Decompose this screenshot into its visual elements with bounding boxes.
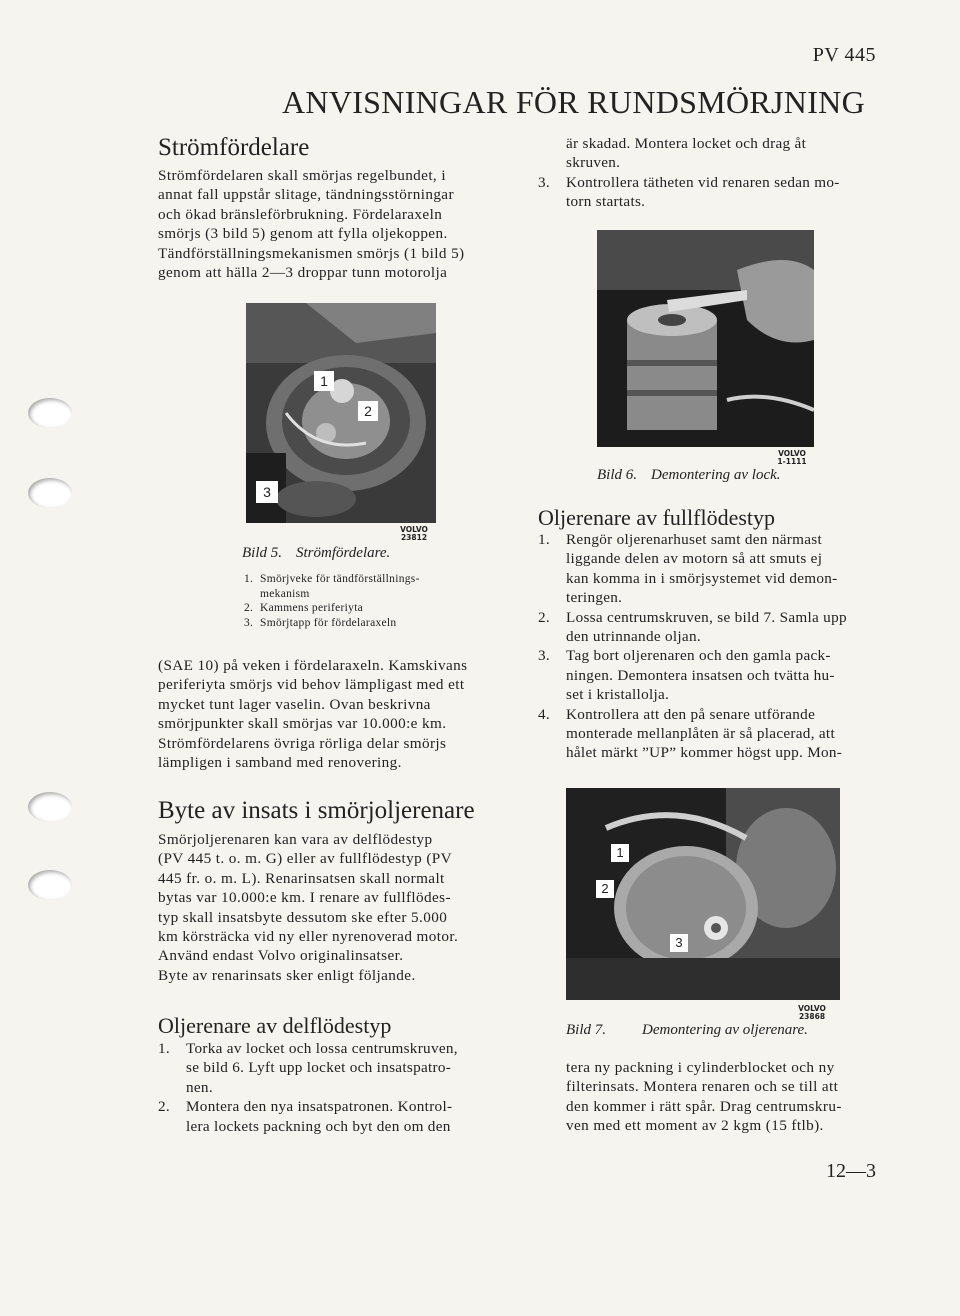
list-delflodestyp [158,1039,500,1136]
text-line: 445 fr. o. m. L). Renarinsatsen skall normalt [158,869,445,887]
text-line: smörjs (3 bild 5) genom att fylla oljekoppen. [158,225,448,243]
stamp-brand: VOLVO [778,449,806,458]
stamp-brand: VOLVO [400,525,428,534]
text-line: nen. [186,1078,213,1096]
text-line: se bild 6. Lyft upp locket och insatspatro- [186,1059,452,1077]
figure-marker-2: 2 [596,880,614,898]
text-line: typ skall insatsbyte dessutom ske efter 5.000 [158,908,448,926]
page-title: ANVISNINGAR FÖR RUNDSMÖRJNING [282,84,865,120]
list-fullflodestyp [538,530,878,763]
figure-marker-1: 1 [611,844,629,862]
text-line: teringen. [566,589,623,607]
figure-label: Bild 6. [597,467,637,483]
text-line: den kommer i rätt spår. Drag centrumskru- [566,1097,842,1115]
stamp-number: 1-1111 [777,457,807,466]
section-heading-stromfordelare: Strömfördelare [158,134,310,161]
text-line: (PV 445 t. o. m. G) eller av fullflödestyp (PV [158,850,452,868]
list-number: 2. [158,1098,170,1116]
punch-hole [28,478,72,508]
text-line: periferiyta smörjs vid behov lämpligast med ett [158,676,465,694]
figure-caption [597,467,781,484]
list-item [158,1097,500,1136]
stamp-number: 23812 [400,533,428,542]
figure-marker-1: 1 [314,371,334,391]
text-line: filterinsats. Montera renaren och se till att [566,1078,839,1096]
document-code: PV 445 [812,44,876,66]
text-line: den utrinnande oljan. [566,628,701,646]
text-line: är skadad. Montera locket och drag åt [566,135,807,152]
figure-label: Bild 7. [566,1022,606,1038]
figure-marker-2: 2 [358,401,378,421]
distributor-photo [246,303,436,523]
volvo-stamp [792,1005,832,1021]
page-number: 12—3 [826,1160,876,1182]
text-line: Använd endast Volvo originalinsatser. [158,947,404,965]
text-line: torn startats. [566,193,646,211]
legend-text: Smörjtapp för fördelaraxeln [260,616,397,629]
text-line: Lossa centrumskruven, se bild 7. Samla upp [566,608,847,626]
section-heading-byte-av-insats: Byte av insats i smörjoljerenare [158,797,475,824]
text-line: genom att hälla 2—3 droppar tunn motorolja [158,264,448,282]
figure-caption [566,1022,808,1039]
paragraph-closing [566,1058,878,1136]
list-item [538,530,878,608]
text-line: Rengör oljerenarhuset samt den närmast [566,531,823,548]
list-number: 3. [538,647,550,665]
text-line: bytas var 10.000:e km. I renare av fullflödes- [158,889,451,907]
list-number: 4. [538,705,550,723]
text-line: Strömfördelaren skall smörjas regelbundet, i [158,167,446,184]
list-number: 2. [538,608,550,626]
text-line: lera lockets packning och byt den om den [186,1117,451,1135]
figure-title: Strömfördelare. [296,545,391,561]
oil-filter-full-flow-photo [566,788,840,1000]
list-item [538,173,878,212]
text-line: hålet märkt ”UP” kommer högst upp. Mon- [566,744,843,762]
legend-num: 1. [244,573,254,585]
text-line: lämpligen i samband med renovering. [158,754,402,772]
section-heading-fullflodestyp: Oljerenare av fullflödestyp [538,505,776,530]
list-delflodestyp-cont [538,134,878,212]
volvo-stamp [772,450,812,466]
paragraph-stromfordelare-cont [158,656,498,772]
punch-hole [28,792,72,822]
text-line: (SAE 10) på veken i fördelaraxeln. Kamskivans [158,657,468,674]
figure-legend [244,572,484,630]
stamp-brand: VOLVO [798,1004,826,1013]
paragraph-stromfordelare-intro [158,166,498,282]
punch-hole [28,870,72,900]
section-heading-delflodestyp: Oljerenare av delflödestyp [158,1013,392,1038]
text-line: smörjpunkter skall smörjas var 10.000:e km. [158,715,447,733]
list-item [538,608,878,647]
text-line: kan komma in i smörjsystemet vid demon- [566,569,838,587]
text-line: monterade mellanplåten är så placerad, att [566,725,835,743]
text-line: Smörjoljerenaren kan vara av delflödestyp [158,831,433,848]
text-line: ven med ett moment av 2 kgm (15 ftlb). [566,1117,824,1135]
text-line: mycket tunt lager vaselin. Ovan beskrivna [158,695,431,713]
text-line: Strömfördelarens övriga rörliga delar smörjs [158,734,447,752]
legend-num: 2. [244,602,254,614]
text-line: Tag bort oljerenaren och den gamla pack- [566,647,831,665]
figure-title: Demontering av oljerenare. [642,1022,808,1038]
figure-label: Bild 5. [242,545,282,561]
list-number: 1. [158,1040,170,1057]
list-number: 3. [538,173,550,191]
legend-text: Smörjveke för tändförställnings- [260,573,420,585]
text-line: tera ny packning i cylinderblocket och ny [566,1059,835,1076]
punch-hole [28,398,72,428]
volvo-stamp [394,526,434,542]
text-line: liggande delen av motorn så att smuts ej [566,550,823,568]
text-line: Montera den nya insatspatronen. Kontrol- [186,1098,453,1116]
paragraph-byte-av-insats [158,830,498,985]
list-item [538,646,878,704]
list-item [158,1039,500,1097]
text-line: km körsträcka vid ny eller nyrenoverad motor. [158,928,459,946]
list-item [538,134,878,173]
oil-filter-lid-photo [597,230,814,447]
list-number: 1. [538,531,550,548]
text-line: Kontrollera att den på senare utförande [566,705,816,723]
figure-marker-3: 3 [256,481,278,503]
figure-caption [242,545,390,562]
legend-num: 3. [244,616,254,629]
stamp-number: 23868 [798,1012,826,1021]
figure-marker-3: 3 [670,934,688,952]
text-line: Kontrollera tätheten vid renaren sedan mo- [566,173,840,191]
legend-text: Kammens periferiyta [260,602,364,614]
legend-text: mekanism [260,587,310,600]
text-line: och ökad bränsleförbrukning. Fördelaraxeln [158,205,443,223]
list-item [538,705,878,763]
text-line: Tändförställningsmekanismen smörjs (1 bild 5) [158,244,465,262]
text-line: set i kristallolja. [566,686,670,704]
text-line: ningen. Demontera insatsen och tvätta hu- [566,666,835,684]
figure-title: Demontering av lock. [651,467,781,483]
text-line: Torka av locket och lossa centrumskruven, [186,1040,458,1057]
text-line: Byte av renarinsats sker enligt följande. [158,966,416,984]
text-line: annat fall uppstår slitage, tändningsstörningar [158,186,454,204]
text-line: skruven. [566,154,621,172]
